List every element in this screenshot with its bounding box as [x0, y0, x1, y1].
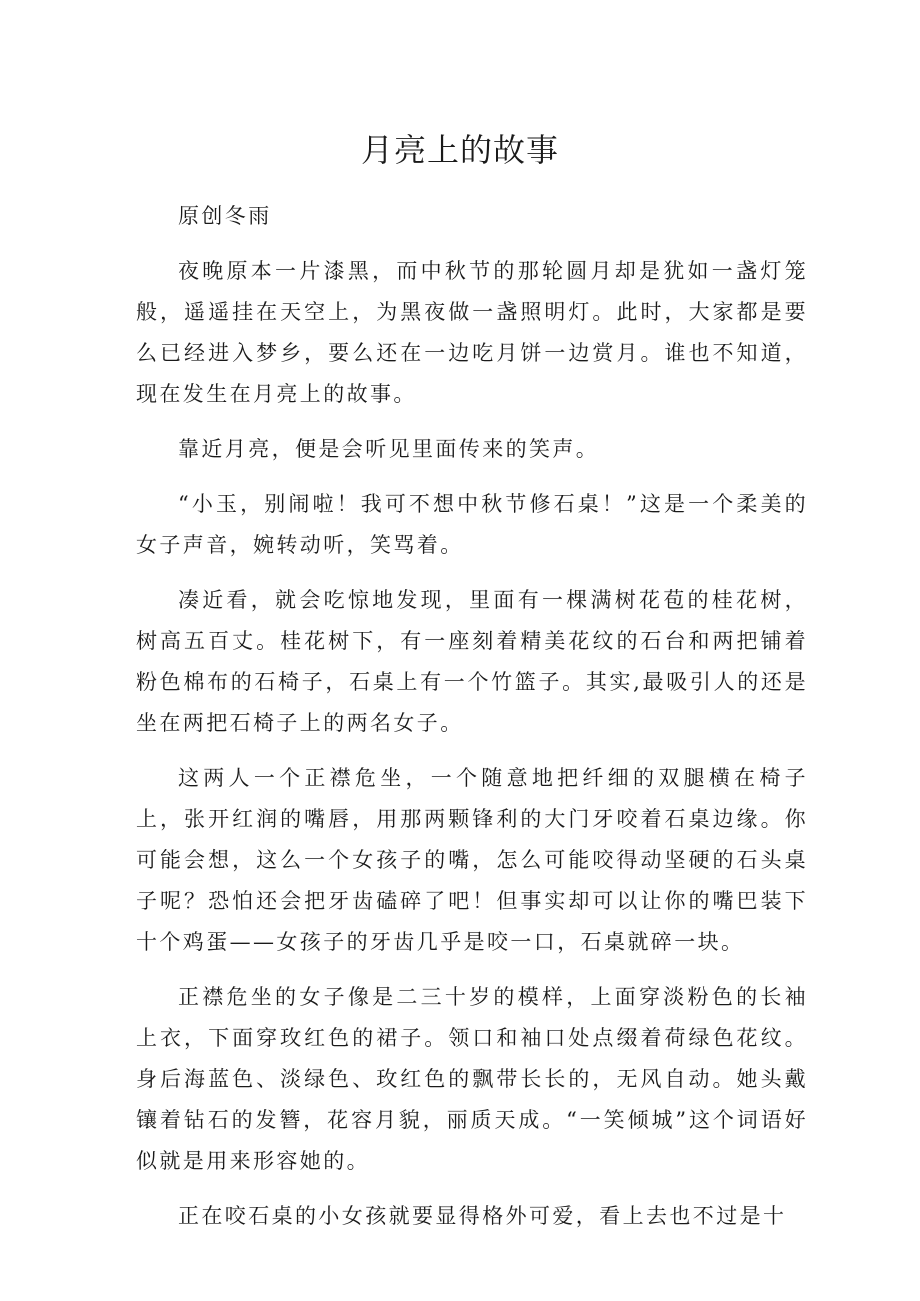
- document-title: 月亮上的故事: [360, 131, 559, 169]
- paragraph: 这两人一个正襟危坐，一个随意地把纤细的双腿横在椅子上，张开红润的嘴唇，用那两颗锋利的大门牙咬着石桌边缘。你可能会想，这么一个女孩子的嘴，怎么可能咬得动坚硬的石头桌子呢？恐怕还会把牙齿磕碎了吧！但事实却可以让你的嘴巴装下十个鸡蛋——女孩子的牙齿几乎是咬一口，石桌就碎一块。: [136, 766, 808, 954]
- paragraph: “小玉，别闹啦！我可不想中秋节修石桌！”这是一个柔美的女子声音，婉转动听，笑骂着。: [136, 492, 808, 557]
- paragraph: 凑近看，就会吃惊地发现，里面有一棵满树花苞的桂花树，树高五百丈。桂花树下，有一座刻着精美花纹的石台和两把铺着粉色棉布的石椅子，石桌上有一个竹篮子。其实,最吸引人的还是坐在两把石椅子上的两名女子。: [136, 588, 808, 735]
- author-line: 原创冬雨: [178, 204, 272, 228]
- paragraph: 靠近月亮，便是会听见里面传来的笑声。: [178, 437, 600, 461]
- paragraph: 正襟危坐的女子像是二三十岁的模样，上面穿淡粉色的长袖上衣，下面穿玫红色的裙子。领口和袖口处点缀着荷绿色花纹。身后海蓝色、淡绿色、玫红色的飘带长长的，无风自动。她头戴镶着钻石的发簪，花容月貌，丽质天成。“一笑倾城”这个词语好似就是用来形容她的。: [136, 985, 808, 1173]
- paragraph: 正在咬石桌的小女孩就要显得格外可爱，看上去也不过是十: [178, 1204, 787, 1228]
- document-body: [136, 196, 808, 1251]
- paragraph: 夜晚原本一片漆黑，而中秋节的那轮圆月却是犹如一盏灯笼般，遥遥挂在天空上，为黑夜做一盏照明灯。此时，大家都是要么已经进入梦乡，要么还在一边吃月饼一边赏月。谁也不知道，现在发生在月亮上的故事。: [136, 259, 808, 406]
